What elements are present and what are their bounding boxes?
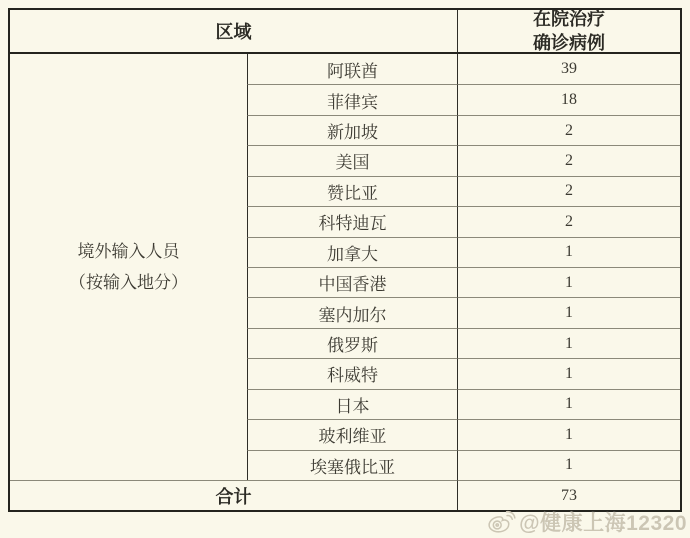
place-label: 阿联酋 — [327, 61, 378, 81]
header-cases-label: 在院治疗 确诊病例 — [533, 8, 605, 53]
cases-value: 2 — [565, 121, 573, 139]
cases-cell — [457, 297, 680, 327]
cases-cell — [457, 145, 680, 175]
place-cell — [247, 297, 457, 327]
cases-value: 1 — [565, 273, 573, 291]
group-label: 境外输入人员 （按输入地分） — [69, 241, 188, 292]
cases-value: 18 — [561, 91, 577, 109]
place-cell — [247, 358, 457, 388]
header-region-label: 区域 — [215, 22, 252, 42]
footer-total-label: 合计 — [215, 486, 252, 507]
weibo-icon — [487, 510, 516, 534]
place-cell — [247, 389, 457, 419]
cases-value: 1 — [565, 334, 573, 352]
place-label: 塞内加尔 — [318, 305, 387, 325]
place-cell — [247, 237, 457, 267]
place-label: 日本 — [335, 396, 370, 416]
cases-cell — [457, 54, 680, 84]
place-label: 中国香港 — [318, 275, 387, 295]
cases-cell — [457, 389, 680, 419]
cases-table — [8, 8, 682, 512]
footer-total-value-cell — [457, 480, 680, 510]
cases-value: 1 — [565, 243, 573, 261]
place-label: 埃塞俄比亚 — [310, 457, 395, 477]
watermark-handle: @健康上海12320 — [519, 512, 687, 535]
cases-cell — [457, 176, 680, 206]
place-label: 赞比亚 — [327, 183, 378, 203]
header-cases-cell — [457, 10, 680, 54]
cases-cell — [457, 267, 680, 297]
place-label: 新加坡 — [327, 123, 378, 143]
place-cell — [247, 419, 457, 449]
place-label: 玻利维亚 — [318, 427, 387, 447]
group-cell — [10, 54, 247, 480]
cases-cell — [457, 84, 680, 114]
place-label: 美国 — [335, 153, 370, 173]
place-cell — [247, 206, 457, 236]
watermark — [487, 507, 687, 537]
place-cell — [247, 54, 457, 84]
cases-value: 2 — [565, 182, 573, 200]
cases-value: 1 — [565, 456, 573, 474]
cases-cell — [457, 206, 680, 236]
cases-cell — [457, 450, 680, 480]
place-cell — [247, 115, 457, 145]
cases-value: 1 — [565, 395, 573, 413]
header-region-cell — [10, 10, 457, 54]
place-label: 科特迪瓦 — [318, 214, 387, 234]
place-cell — [247, 84, 457, 114]
cases-value: 1 — [565, 425, 573, 443]
place-cell — [247, 328, 457, 358]
place-label: 菲律宾 — [327, 92, 378, 112]
cases-cell — [457, 358, 680, 388]
place-label: 科威特 — [327, 366, 378, 386]
place-cell — [247, 176, 457, 206]
cases-value: 2 — [565, 151, 573, 169]
footer-total-value: 73 — [561, 486, 577, 504]
place-label: 加拿大 — [327, 244, 378, 264]
cases-cell — [457, 419, 680, 449]
place-cell — [247, 145, 457, 175]
place-cell — [247, 267, 457, 297]
cases-cell — [457, 115, 680, 145]
cases-value: 2 — [565, 212, 573, 230]
place-cell — [247, 450, 457, 480]
cases-cell — [457, 328, 680, 358]
cases-value: 39 — [561, 60, 577, 78]
cases-value: 1 — [565, 304, 573, 322]
footer-total-label-cell — [10, 480, 457, 510]
place-label: 俄罗斯 — [327, 336, 378, 356]
cases-value: 1 — [565, 364, 573, 382]
cases-cell — [457, 237, 680, 267]
